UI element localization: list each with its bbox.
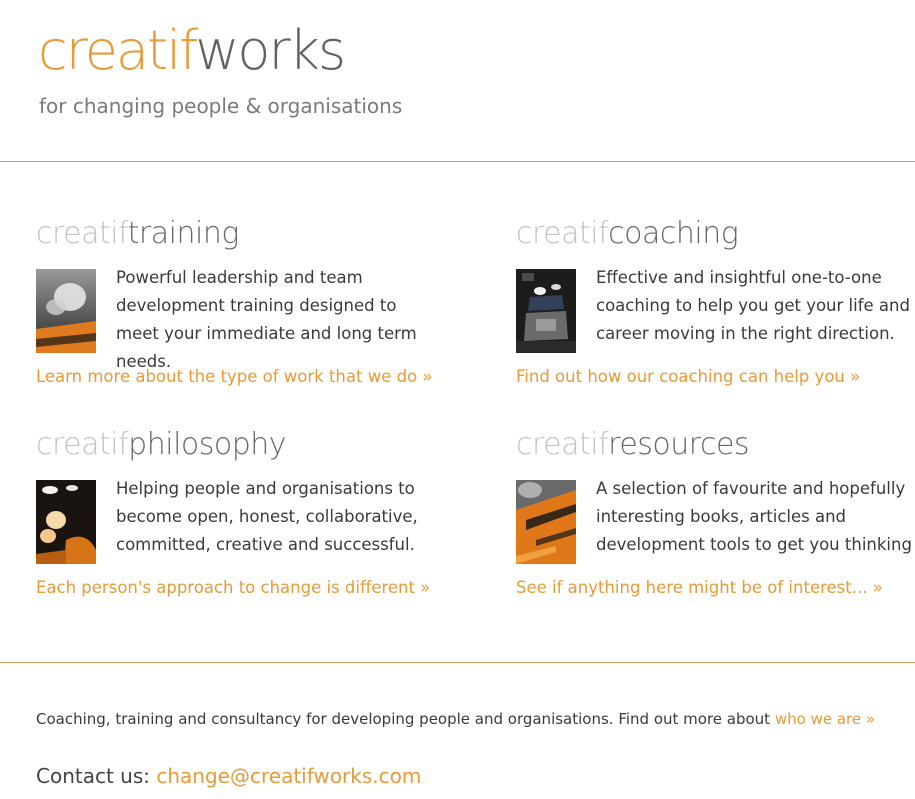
section-philosophy xyxy=(36,427,436,597)
section-title-prefix: creatif xyxy=(36,216,128,251)
logo-part-creatif: creatif xyxy=(38,19,196,82)
section-title-prefix: creatif xyxy=(516,427,609,462)
site-header xyxy=(38,18,402,118)
section-description: Powerful leadership and team development training designed to meet your immediate and long term needs. xyxy=(116,268,417,371)
resources-interest-link[interactable]: See if anything here might be of interest... » xyxy=(516,578,883,597)
resources-thumbnail-image xyxy=(516,480,576,564)
contact-email-link[interactable]: change@creatifworks.com xyxy=(156,764,422,788)
site-tagline: for changing people & organisations xyxy=(39,94,403,118)
section-title-main: philosophy xyxy=(128,427,287,462)
header-divider xyxy=(0,161,915,162)
section-description: A selection of favourite and hopefully interesting books, articles and development tools to get you thinking xyxy=(596,479,912,554)
coaching-find-out-link[interactable]: Find out how our coaching can help you » xyxy=(516,367,861,386)
section-title-prefix: creatif xyxy=(516,216,609,251)
contact-label: Contact us: xyxy=(36,764,157,788)
section-title xyxy=(36,216,436,252)
section-title-main: resources xyxy=(608,427,750,462)
philosophy-approach-link[interactable]: Each person's approach to change is different » xyxy=(36,578,431,597)
contact-line xyxy=(36,764,421,788)
section-description: Helping people and organisations to become open, honest, collaborative, committed, creative and successful. xyxy=(116,479,418,554)
site-logo[interactable] xyxy=(38,18,402,84)
section-title xyxy=(516,427,915,463)
section-title-main: training xyxy=(127,216,239,251)
section-title-main: coaching xyxy=(608,216,739,251)
section-title xyxy=(36,427,436,463)
coaching-thumbnail-image xyxy=(516,269,576,353)
section-resources xyxy=(516,427,915,597)
section-coaching xyxy=(516,216,915,386)
section-title xyxy=(516,216,915,252)
footer-text: Coaching, training and consultancy for developing people and organisations. Find out more about xyxy=(36,710,775,728)
footer-description xyxy=(36,710,875,728)
section-title-prefix: creatif xyxy=(36,427,129,462)
section-description: Effective and insightful one-to-one coaching to help you get your life and career moving in the right direction. xyxy=(596,268,910,343)
logo-part-works: works xyxy=(195,19,345,82)
philosophy-thumbnail-image xyxy=(36,480,96,564)
training-thumbnail-image xyxy=(36,269,96,353)
section-training xyxy=(36,216,436,386)
training-learn-more-link[interactable]: Learn more about the type of work that we do » xyxy=(36,367,433,386)
who-we-are-link[interactable]: who we are » xyxy=(774,710,876,728)
footer-divider xyxy=(0,662,915,663)
